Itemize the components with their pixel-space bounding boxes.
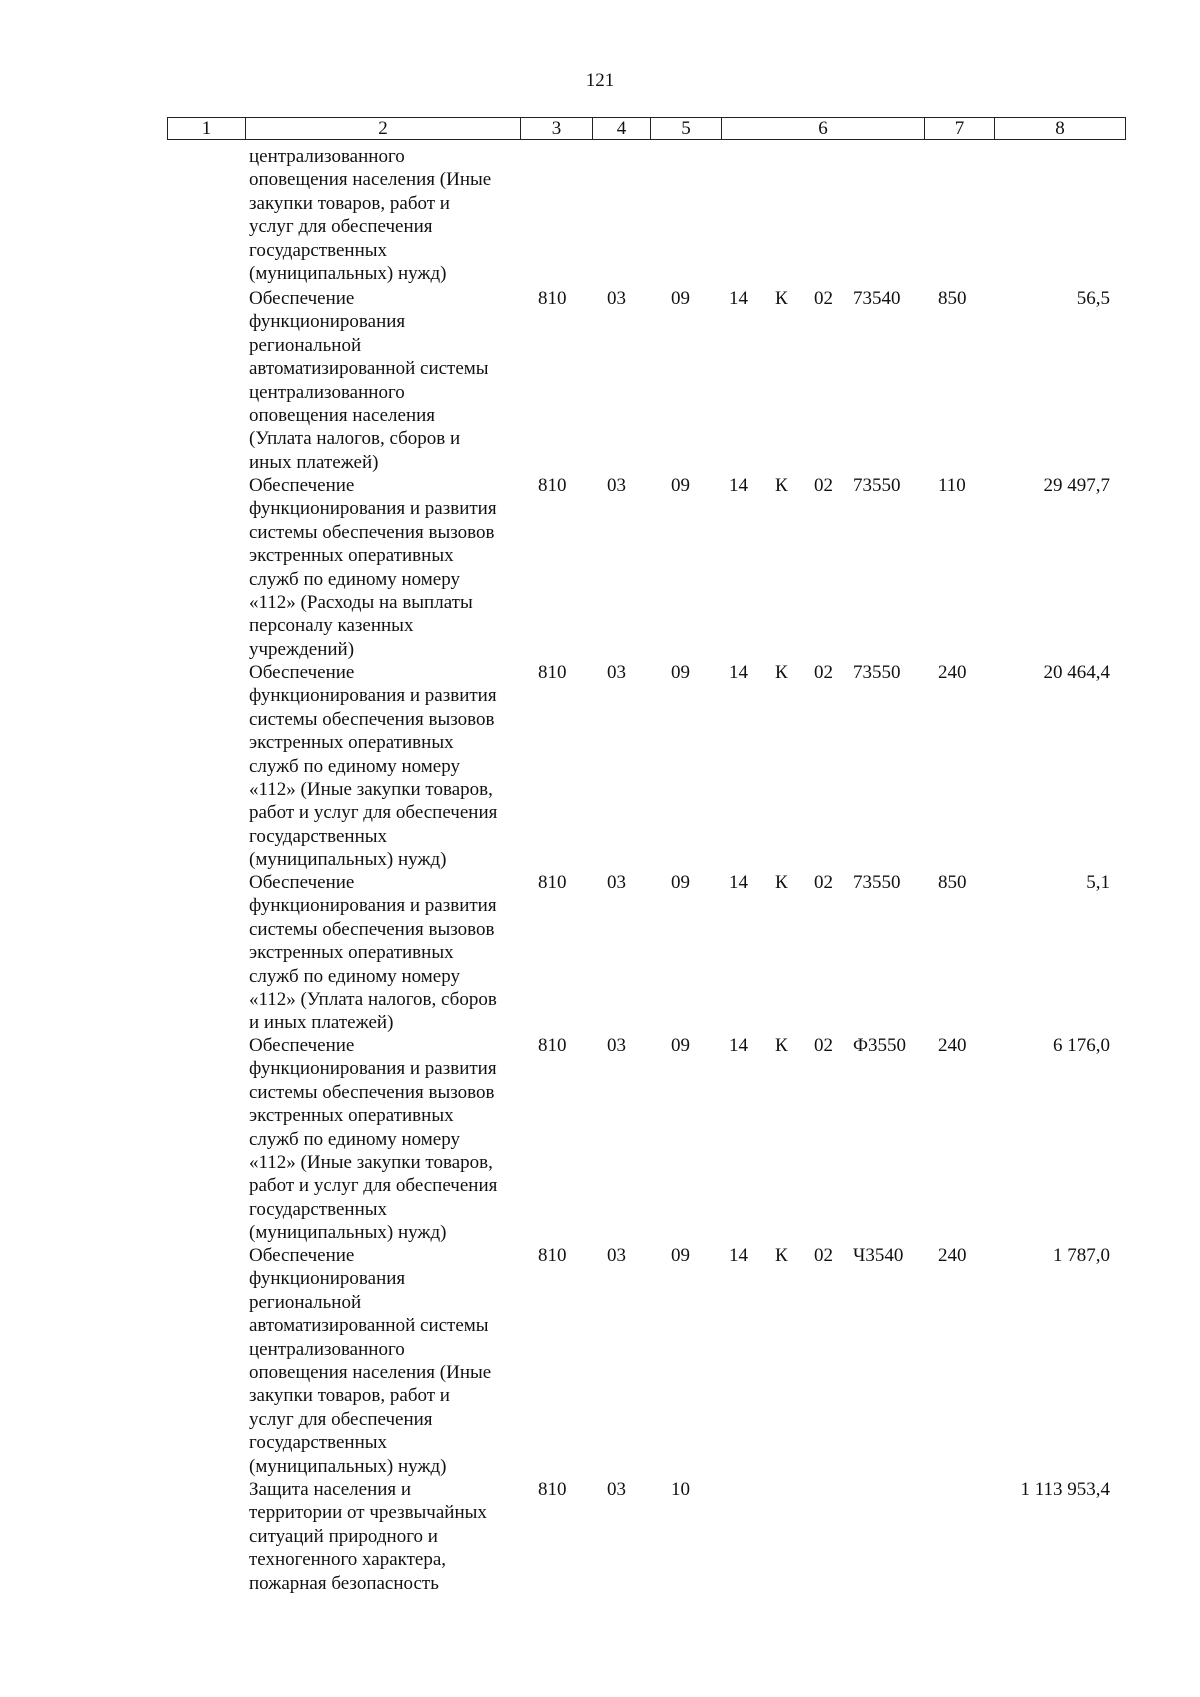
column-header-5: 5 [651, 118, 722, 140]
cell-target-sub: 02 [814, 872, 833, 893]
cell-expense-type: 850 [938, 288, 967, 309]
budget-table-body [0, 145, 1200, 1598]
cell-target-letter: К [775, 475, 788, 496]
row-description: Защита населения и территории от чрезвычайных ситуаций природного и техногенного характера, пожарная безопасность [249, 1479, 487, 1594]
cell-target-code: Ч3540 [853, 1245, 904, 1266]
row-description: Обеспечение функционирования и развития системы обеспечения вызовов экстренных оперативных служб по единому номеру «112» (Иные закупки товаров, работ и услуг для обеспечения государственных (муниципальных) нужд) [249, 1035, 498, 1244]
cell-ministry-code: 810 [538, 1245, 567, 1266]
cell-expense-type: 240 [938, 662, 967, 683]
cell-amount: 6 176,0 [1053, 1035, 1110, 1056]
cell-amount: 29 497,7 [1043, 475, 1110, 496]
cell-ministry-code: 810 [538, 1035, 567, 1056]
cell-amount: 1 113 953,4 [1020, 1479, 1110, 1500]
column-header-table [167, 117, 1126, 140]
cell-section: 03 [607, 1479, 626, 1500]
cell-target-sub: 02 [814, 1035, 833, 1056]
cell-target-program: 14 [729, 475, 748, 496]
cell-amount: 56,5 [1076, 288, 1110, 309]
cell-expense-type: 240 [938, 1245, 967, 1266]
cell-section: 03 [607, 1035, 626, 1056]
table-row [0, 287, 1200, 474]
row-description: Обеспечение функционирования региональной автоматизированной системы централизованного оповещения населения (Иные закупки товаров, работ и услуг для обеспечения государственных (муниципальных) нужд) [249, 1245, 492, 1477]
cell-section: 03 [607, 872, 626, 893]
cell-subsection: 09 [671, 1035, 690, 1056]
table-row [0, 474, 1200, 661]
cell-ministry-code: 810 [538, 872, 567, 893]
table-row [0, 661, 1200, 871]
column-header-8: 8 [995, 118, 1126, 140]
cell-target-program: 14 [729, 662, 748, 683]
cell-target-code: Ф3550 [853, 1035, 907, 1056]
cell-target-program: 14 [729, 288, 748, 309]
table-row [0, 145, 1200, 287]
column-header-row [168, 118, 1126, 140]
table-row [0, 871, 1200, 1034]
column-header-1: 1 [168, 118, 246, 140]
cell-target-code: 73550 [853, 662, 901, 683]
cell-section: 03 [607, 662, 626, 683]
cell-amount: 1 787,0 [1053, 1245, 1110, 1266]
cell-subsection: 09 [671, 662, 690, 683]
cell-expense-type: 110 [938, 475, 966, 496]
cell-amount: 20 464,4 [1043, 662, 1110, 683]
cell-target-letter: К [775, 872, 788, 893]
cell-subsection: 10 [671, 1479, 690, 1500]
cell-target-sub: 02 [814, 1245, 833, 1266]
column-header-6: 6 [722, 118, 925, 140]
row-description: централизованного оповещения населения (Иные закупки товаров, работ и услуг для обеспечения государственных (муниципальных) нужд) [249, 146, 492, 285]
cell-ministry-code: 810 [538, 288, 567, 309]
cell-target-code: 73550 [853, 872, 901, 893]
row-description: Обеспечение функционирования и развития системы обеспечения вызовов экстренных оперативных служб по единому номеру «112» (Расходы на выплаты персоналу казенных учреждений) [249, 475, 497, 660]
column-header-4: 4 [593, 118, 651, 140]
cell-target-sub: 02 [814, 475, 833, 496]
cell-subsection: 09 [671, 475, 690, 496]
page-number: 121 [585, 70, 615, 91]
cell-target-letter: К [775, 1245, 788, 1266]
cell-ministry-code: 810 [538, 662, 567, 683]
table-row [0, 1478, 1200, 1598]
row-description: Обеспечение функционирования и развития системы обеспечения вызовов экстренных оперативных служб по единому номеру «112» (Уплата налогов, сборов и иных платежей) [249, 872, 497, 1034]
column-header-7: 7 [925, 118, 995, 140]
cell-expense-type: 240 [938, 1035, 967, 1056]
cell-target-program: 14 [729, 1035, 748, 1056]
cell-section: 03 [607, 1245, 626, 1266]
cell-target-code: 73540 [853, 288, 901, 309]
cell-target-program: 14 [729, 1245, 748, 1266]
cell-subsection: 09 [671, 872, 690, 893]
cell-expense-type: 850 [938, 872, 967, 893]
row-description: Обеспечение функционирования и развития системы обеспечения вызовов экстренных оперативных служб по единому номеру «112» (Иные закупки товаров, работ и услуг для обеспечения государственных (муниципальных) нужд) [249, 662, 498, 871]
cell-target-sub: 02 [814, 662, 833, 683]
cell-ministry-code: 810 [538, 1479, 567, 1500]
cell-target-letter: К [775, 662, 788, 683]
cell-target-sub: 02 [814, 288, 833, 309]
cell-section: 03 [607, 288, 626, 309]
cell-subsection: 09 [671, 288, 690, 309]
cell-target-program: 14 [729, 872, 748, 893]
cell-target-letter: К [775, 1035, 788, 1056]
cell-amount: 5,1 [1086, 872, 1110, 893]
row-description: Обеспечение функционирования региональной автоматизированной системы централизованного оповещения населения (Уплата налогов, сборов и иных платежей) [249, 288, 489, 473]
cell-target-code: 73550 [853, 475, 901, 496]
table-row [0, 1034, 1200, 1244]
cell-ministry-code: 810 [538, 475, 567, 496]
cell-target-letter: К [775, 288, 788, 309]
column-header-3: 3 [521, 118, 593, 140]
table-row [0, 1244, 1200, 1478]
column-header-2: 2 [246, 118, 521, 140]
cell-subsection: 09 [671, 1245, 690, 1266]
cell-section: 03 [607, 475, 626, 496]
